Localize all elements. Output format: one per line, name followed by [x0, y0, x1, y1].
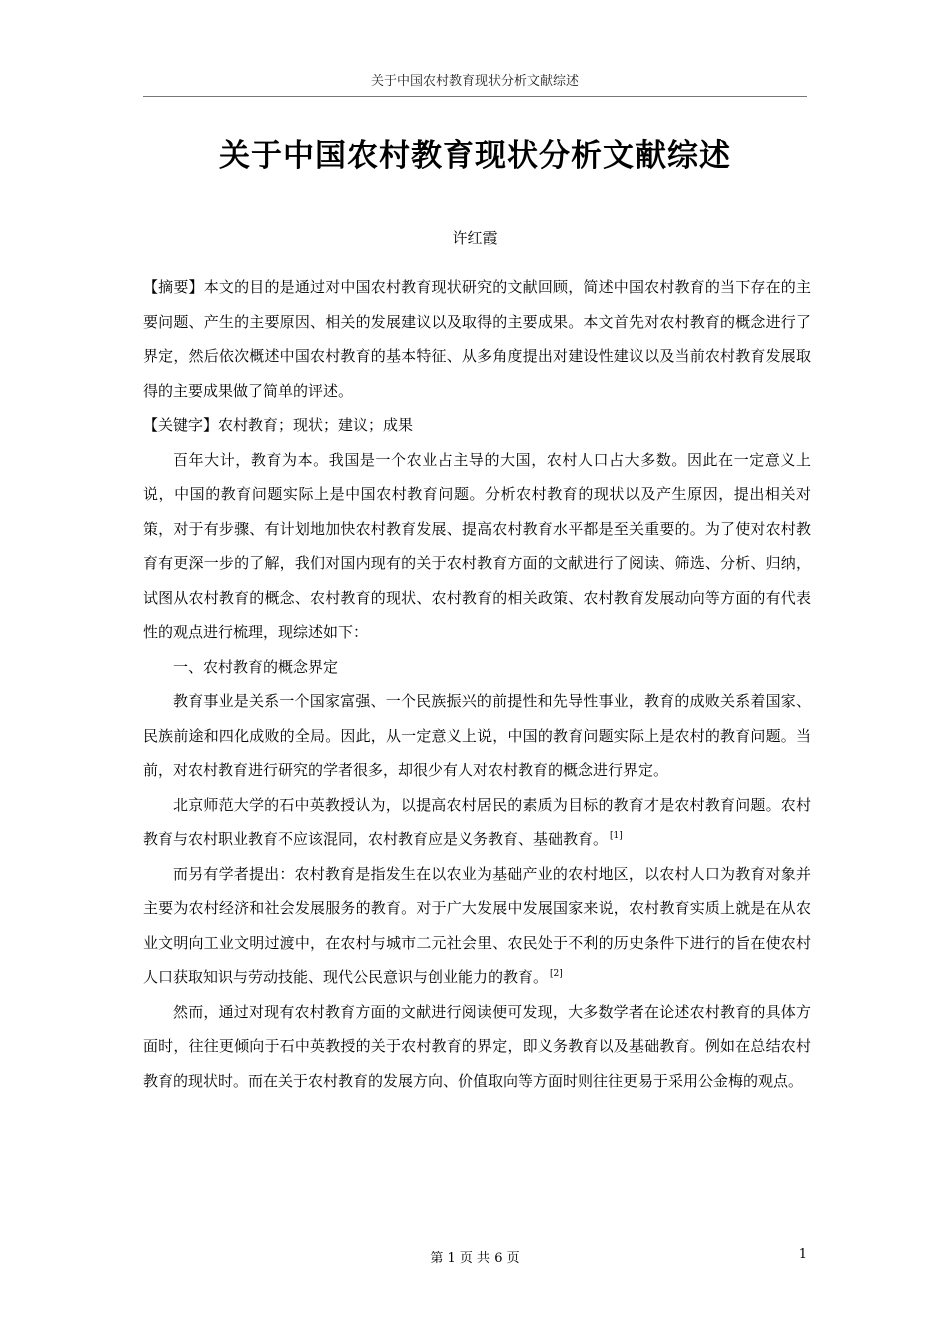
section-paragraph-2 [143, 788, 811, 857]
paragraph-3-text: 而另有学者提出：农村教育是指发生在以农业为基础产业的农村地区，以农村人口为教育对象并主要为农村经济和社会发展服务的教育。对于广大发展中发展国家来说，农村教育实质上就是在从农业文明向工业文明过渡中，在农村与城市二元社会里、农民处于不利的历史条件下进行的旨在使农村人口获取知识与劳动技能、现代公民意识与创业能力的教育。 [143, 864, 811, 986]
abstract-label: 【摘要】 [143, 278, 204, 296]
header-divider [143, 96, 807, 97]
document-body [143, 270, 811, 1098]
section-heading: 一、农村教育的概念界定 [173, 657, 339, 676]
document-title: 关于中国农村教育现状分析文献综述 [219, 138, 731, 174]
page-number: 1 [798, 1247, 807, 1262]
section-paragraph-1: 教育事业是关系一个国家富强、一个民族振兴的前提性和先导性事业，教育的成败关系着国家、民族前途和四化成败的全局。因此，从一定意义上说，中国的教育问题实际上是农村的教育问题。当前，对农村教育进行研究的学者很多，却很少有人对农村教育的概念进行界定。 [143, 692, 811, 779]
keywords-label: 【关键字】 [143, 416, 219, 434]
paragraph-2-text: 北京师范大学的石中英教授认为，以提高农村居民的素质为目标的教育才是农村教育问题。农村教育与农村职业教育不应该混同，农村教育应是义务教育、基础教育。 [143, 795, 811, 848]
author-name: 许红霞 [452, 229, 498, 247]
section-paragraph-4: 然而，通过对现有农村教育方面的文献进行阅读便可发现，大多数学者在论述农村教育的具体方面时，往往更倾向于石中英教授的关于农村教育的界定，即义务教育以及基础教育。例如在总结农村教育的现状时。而在关于农村教育的发展方向、价值取向等方面时则往往更易于采用公金梅的观点。 [143, 1002, 811, 1090]
intro-paragraph: 百年大计，教育为本。我国是一个农业占主导的大国，农村人口占大多数。因此在一定意义上说，中国的教育问题实际上是中国农村教育问题。分析农村教育的现状以及产生原因，提出相关对策，对于有步骤、有计划地加快农村教育发展、提高农村教育水平都是至关重要的。为了使对农村教育有更深一步的了解，我们对国内现有的关于农村教育方面的文献进行了阅读、筛选、分析、归纳，试图从农村教育的概念、农村教育的现状、农村教育的相关政策、农村教育发展动向等方面的有代表性的观点进行梳理，现综述如下： [143, 450, 811, 641]
keywords-paragraph [143, 408, 811, 443]
page-footer: 第 1 页 共 6 页 [430, 1251, 520, 1266]
section-paragraph-3 [143, 857, 811, 995]
running-header: 关于中国农村教育现状分析文献综述 [370, 74, 579, 89]
keywords-text: 农村教育；现状；建议；成果 [218, 416, 414, 434]
citation-1: [1] [610, 831, 623, 841]
abstract-paragraph [143, 270, 811, 408]
citation-2: [2] [550, 969, 563, 979]
abstract-text: 本文的目的是通过对中国农村教育现状研究的文献回顾，简述中国农村教育的当下存在的主要问题、产生的主要原因、相关的发展建议以及取得的主要成果。本文首先对农村教育的概念进行了界定，然后依次概述中国农村教育的基本特征、从多角度提出对建设性建议以及当前农村教育发展取得的主要成果做了简单的评述。 [143, 278, 811, 400]
